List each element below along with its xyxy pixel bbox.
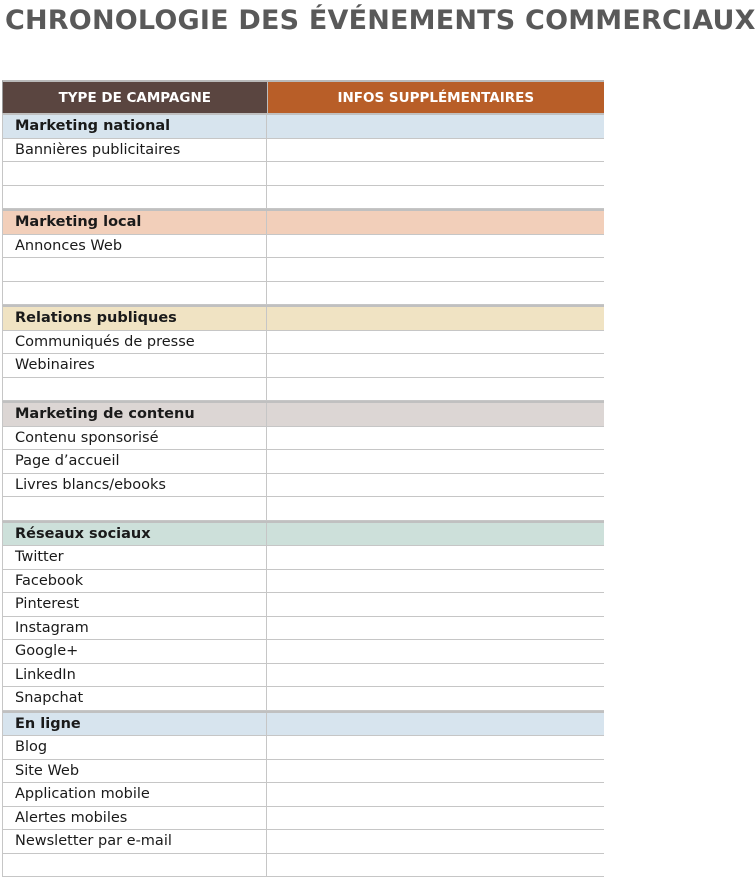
- info-cell[interactable]: [267, 497, 604, 520]
- info-cell[interactable]: [267, 664, 604, 687]
- campaign-cell[interactable]: Google+: [3, 640, 267, 663]
- table-row[interactable]: [2, 162, 604, 186]
- campaign-cell[interactable]: [3, 186, 267, 209]
- info-cell[interactable]: [267, 830, 604, 853]
- section-row-marketing-local[interactable]: [2, 209, 604, 235]
- info-cell[interactable]: [267, 403, 604, 426]
- info-cell[interactable]: [267, 854, 604, 877]
- table-row[interactable]: [2, 640, 604, 664]
- campaign-cell[interactable]: Livres blancs/ebooks: [3, 474, 267, 497]
- section-label[interactable]: Réseaux sociaux: [3, 523, 267, 546]
- section-label[interactable]: Relations publiques: [3, 307, 267, 330]
- campaign-cell[interactable]: Alertes mobiles: [3, 807, 267, 830]
- table-row[interactable]: [2, 139, 604, 163]
- campaign-cell[interactable]: Bannières publicitaires: [3, 139, 267, 162]
- info-cell[interactable]: [267, 427, 604, 450]
- campaign-cell[interactable]: [3, 378, 267, 401]
- info-cell[interactable]: [267, 687, 604, 710]
- info-cell[interactable]: [267, 570, 604, 593]
- campaign-cell[interactable]: Communiqués de presse: [3, 331, 267, 354]
- table-row[interactable]: [2, 354, 604, 378]
- table-row[interactable]: [2, 687, 604, 711]
- campaign-cell[interactable]: Site Web: [3, 760, 267, 783]
- header-additional-info: INFOS SUPPLÉMENTAIRES: [268, 82, 604, 113]
- info-cell[interactable]: [267, 807, 604, 830]
- campaign-table: [2, 80, 604, 877]
- header-campaign-type: TYPE DE CAMPAGNE: [3, 82, 268, 113]
- section-row-marketing-national[interactable]: [2, 113, 604, 139]
- table-header: [2, 80, 604, 113]
- info-cell[interactable]: [267, 282, 604, 305]
- info-cell[interactable]: [267, 162, 604, 185]
- table-row[interactable]: [2, 783, 604, 807]
- section-row-relations-publiques[interactable]: [2, 305, 604, 331]
- section-row-marketing-contenu[interactable]: [2, 401, 604, 427]
- info-cell[interactable]: [267, 474, 604, 497]
- info-cell[interactable]: [267, 640, 604, 663]
- table-row[interactable]: [2, 546, 604, 570]
- info-cell[interactable]: [267, 783, 604, 806]
- table-row[interactable]: [2, 474, 604, 498]
- info-cell[interactable]: [267, 186, 604, 209]
- section-label[interactable]: En ligne: [3, 713, 267, 736]
- table-row[interactable]: [2, 854, 604, 877]
- info-cell[interactable]: [267, 331, 604, 354]
- page-title: CHRONOLOGIE DES ÉVÉNEMENTS COMMERCIAUX: [5, 4, 756, 38]
- info-cell[interactable]: [267, 115, 604, 138]
- campaign-cell[interactable]: [3, 162, 267, 185]
- info-cell[interactable]: [267, 760, 604, 783]
- campaign-cell[interactable]: Blog: [3, 736, 267, 759]
- info-cell[interactable]: [267, 546, 604, 569]
- table-row[interactable]: [2, 378, 604, 402]
- table-row[interactable]: [2, 331, 604, 355]
- info-cell[interactable]: [267, 713, 604, 736]
- campaign-cell[interactable]: [3, 854, 267, 877]
- info-cell[interactable]: [267, 211, 604, 234]
- table-row[interactable]: [2, 617, 604, 641]
- table-row[interactable]: [2, 593, 604, 617]
- table-row[interactable]: [2, 186, 604, 210]
- table-row[interactable]: [2, 736, 604, 760]
- campaign-cell[interactable]: Newsletter par e-mail: [3, 830, 267, 853]
- campaign-cell[interactable]: [3, 497, 267, 520]
- table-row[interactable]: [2, 570, 604, 594]
- table-row[interactable]: [2, 497, 604, 521]
- campaign-cell[interactable]: Pinterest: [3, 593, 267, 616]
- table-row[interactable]: [2, 664, 604, 688]
- campaign-cell[interactable]: Application mobile: [3, 783, 267, 806]
- section-label[interactable]: Marketing local: [3, 211, 267, 234]
- table-row[interactable]: [2, 258, 604, 282]
- campaign-cell[interactable]: Facebook: [3, 570, 267, 593]
- info-cell[interactable]: [267, 523, 604, 546]
- table-row[interactable]: [2, 282, 604, 306]
- campaign-cell[interactable]: Contenu sponsorisé: [3, 427, 267, 450]
- info-cell[interactable]: [267, 450, 604, 473]
- campaign-cell[interactable]: Page d’accueil: [3, 450, 267, 473]
- info-cell[interactable]: [267, 235, 604, 258]
- section-label[interactable]: Marketing national: [3, 115, 267, 138]
- section-row-reseaux-sociaux[interactable]: [2, 521, 604, 547]
- campaign-cell[interactable]: Snapchat: [3, 687, 267, 710]
- info-cell[interactable]: [267, 617, 604, 640]
- info-cell[interactable]: [267, 258, 604, 281]
- info-cell[interactable]: [267, 307, 604, 330]
- table-row[interactable]: [2, 807, 604, 831]
- info-cell[interactable]: [267, 736, 604, 759]
- info-cell[interactable]: [267, 593, 604, 616]
- table-row[interactable]: [2, 427, 604, 451]
- info-cell[interactable]: [267, 354, 604, 377]
- campaign-cell[interactable]: LinkedIn: [3, 664, 267, 687]
- info-cell[interactable]: [267, 139, 604, 162]
- table-row[interactable]: [2, 760, 604, 784]
- campaign-cell[interactable]: [3, 282, 267, 305]
- info-cell[interactable]: [267, 378, 604, 401]
- campaign-cell[interactable]: [3, 258, 267, 281]
- campaign-cell[interactable]: Webinaires: [3, 354, 267, 377]
- campaign-cell[interactable]: Twitter: [3, 546, 267, 569]
- section-label[interactable]: Marketing de contenu: [3, 403, 267, 426]
- section-row-en-ligne[interactable]: [2, 711, 604, 737]
- campaign-cell[interactable]: Annonces Web: [3, 235, 267, 258]
- table-row[interactable]: [2, 235, 604, 259]
- campaign-cell[interactable]: Instagram: [3, 617, 267, 640]
- table-row[interactable]: [2, 450, 604, 474]
- table-row[interactable]: [2, 830, 604, 854]
